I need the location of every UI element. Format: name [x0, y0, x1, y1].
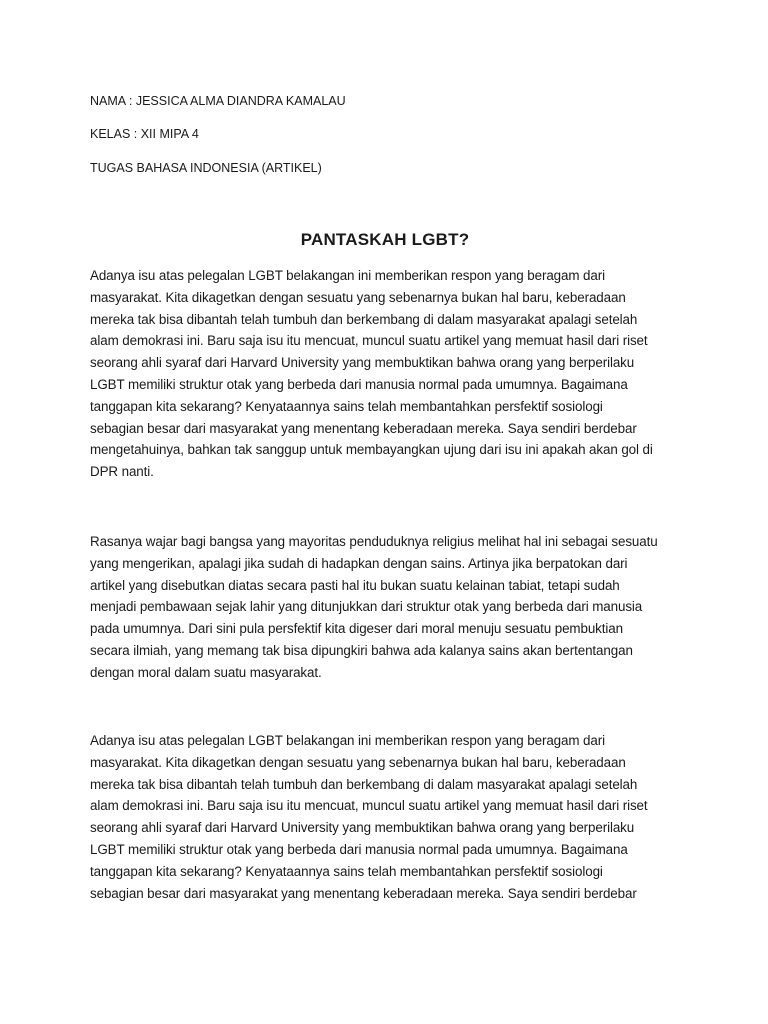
paragraph-line: pada umumnya. Dari sini pula persfektif kita digeser dari moral menuju sesuatu pembuktian — [90, 621, 623, 637]
paragraph-line: DPR nanti. — [90, 464, 154, 480]
article-paragraph-1 — [90, 265, 688, 483]
paragraph-line: tanggapan kita sekarang? Kenyataannya sains telah membantahkan persfektif sosiologi — [90, 398, 603, 414]
paragraph-line: secara ilmiah, yang memang tak bisa dipungkiri bahwa ada kalanya sains akan bertentangan — [90, 642, 633, 658]
paragraph-line: seorang ahli syaraf dari Harvard University yang membuktikan bahwa orang yang berperilaku — [90, 355, 635, 371]
paragraph-line: alam demokrasi ini. Baru saja isu itu mencuat, muncul suatu artikel yang memuat hasil dari riset — [90, 798, 648, 814]
paragraph-line: LGBT memiliki struktur otak yang berbeda dari manusia normal pada umumnya. Bagaimana — [90, 376, 628, 392]
assignment-title: TUGAS BAHASA INDONESIA (ARTIKEL) — [90, 161, 322, 175]
paragraph-line: Adanya isu atas pelegalan LGBT belakangan ini memberikan respon yang beragam dari — [90, 268, 605, 283]
paragraph-line: yang mengerikan, apalagi jika sudah di hadapkan dengan sains. Artinya jika berpatokan dari — [90, 555, 628, 571]
paragraph-line: LGBT memiliki struktur otak yang berbeda dari manusia normal pada umumnya. Bagaimana — [90, 841, 628, 857]
paragraph-line: mereka tak bisa dibantah telah tumbuh dan berkembang di dalam masyarakat apalagi setelah — [90, 311, 638, 327]
article-title: PANTASKAH LGBT? — [300, 230, 470, 249]
paragraph-line: dengan moral dalam suatu masyarakat. — [90, 664, 322, 680]
paragraph-line: sebagian besar dari masyarakat yang menentang keberadaan mereka. Saya sendiri berdebar — [90, 420, 637, 436]
paragraph-line: seorang ahli syaraf dari Harvard University yang membuktikan bahwa orang yang berperilaku — [90, 820, 635, 836]
paragraph-line: menjadi pembawaan sejak lahir yang ditunjukkan dari struktur otak yang berbeda dari manusia — [90, 599, 643, 615]
paragraph-line: alam demokrasi ini. Baru saja isu itu mencuat, muncul suatu artikel yang memuat hasil dari riset — [90, 333, 648, 349]
paragraph-line: Adanya isu atas pelegalan LGBT belakangan ini memberikan respon yang beragam dari — [90, 733, 605, 748]
paragraph-line: mengetahuinya, bahkan tak sanggup untuk membayangkan ujung dari isu ini apakah akan gol di — [90, 442, 653, 458]
paragraph-line: sebagian besar dari masyarakat yang menentang keberadaan mereka. Saya sendiri berdebar — [90, 885, 637, 901]
paragraph-line: mereka tak bisa dibantah telah tumbuh dan berkembang di dalam masyarakat apalagi setelah — [90, 776, 638, 792]
paragraph-line: masyarakat. Kita dikagetkan dengan sesuatu yang sebenarnya bukan hal baru, keberadaan — [90, 289, 626, 305]
paragraph-line: artikel yang disebutkan diatas secara pasti hal itu bukan suatu kelainan tabiat, tetapi sudah — [90, 577, 620, 593]
paragraph-line: Rasanya wajar bagi bangsa yang mayoritas penduduknya religius melihat hal ini sebagai sesuatu — [90, 534, 658, 549]
article-paragraph-3 — [90, 730, 688, 904]
student-class: KELAS : XII MIPA 4 — [90, 127, 199, 141]
article-paragraph-2 — [90, 531, 688, 684]
paragraph-line: masyarakat. Kita dikagetkan dengan sesuatu yang sebenarnya bukan hal baru, keberadaan — [90, 754, 626, 770]
paragraph-line: tanggapan kita sekarang? Kenyataannya sains telah membantahkan persfektif sosiologi — [90, 863, 603, 879]
student-name: NAMA : JESSICA ALMA DIANDRA KAMALAU — [90, 94, 346, 108]
